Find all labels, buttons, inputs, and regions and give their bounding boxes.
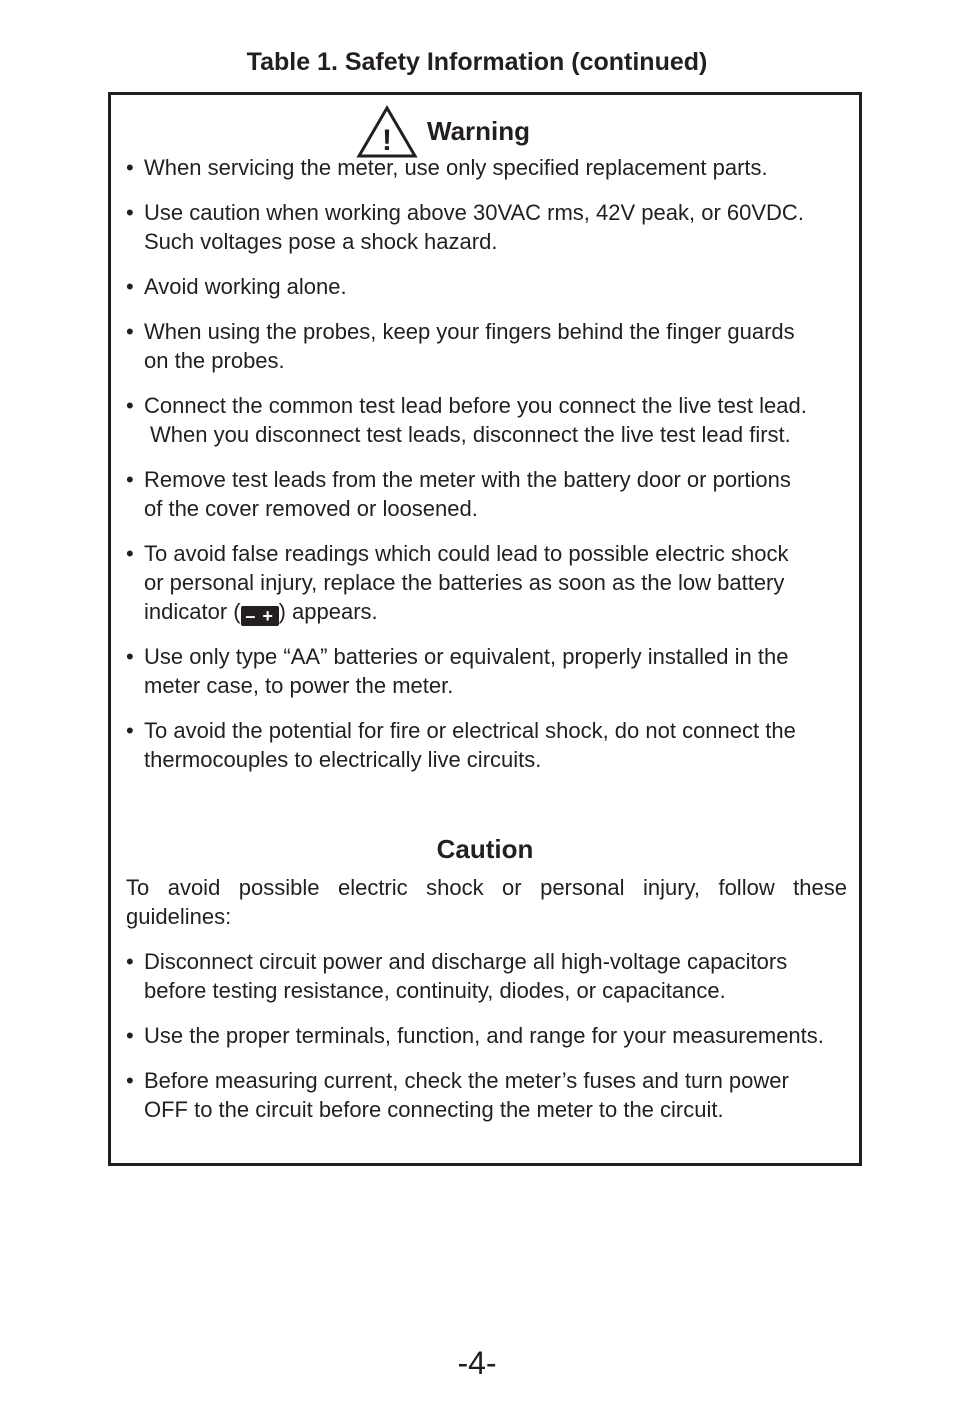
item-line: of the cover removed or loosened. [144, 496, 478, 521]
bullet: • [126, 949, 134, 974]
warning-title: Warning [427, 116, 531, 146]
bullet: • [126, 274, 134, 299]
bullet: • [126, 718, 134, 743]
warning-triangle-icon [356, 105, 418, 159]
warning-header [111, 105, 859, 157]
list-item [126, 272, 847, 301]
bullet: • [126, 644, 134, 669]
item-line: Connect the common test lead before you connect the live test lead. [144, 393, 807, 418]
item-line: before testing resistance, continuity, diodes, or capacitance. [144, 978, 726, 1003]
bullet: • [126, 541, 134, 566]
item-line: OFF to the circuit before connecting the meter to the circuit. [144, 1097, 724, 1122]
caution-intro: To avoid possible electric shock or personal injury, follow these guidelines: [126, 875, 847, 929]
bullet: • [126, 1068, 134, 1093]
list-item [126, 317, 847, 375]
bullet: • [126, 467, 134, 492]
bullet: • [126, 1023, 134, 1048]
item-line: Use only type “AA” batteries or equivalent, properly installed in the [144, 644, 789, 669]
item-line: When servicing the meter, use only specified replacement parts. [144, 155, 768, 180]
bullet: • [126, 200, 134, 225]
item-line: To avoid the potential for fire or electrical shock, do not connect the [144, 718, 796, 743]
list-item [126, 642, 847, 700]
item-line: Use caution when working above 30VAC rms, 42V peak, or 60VDC. [144, 200, 804, 225]
list-item [126, 153, 847, 182]
item-line [144, 597, 847, 626]
item-line: thermocouples to electrically live circuits. [144, 747, 542, 772]
list-item [126, 1021, 847, 1050]
item-line: When you disconnect test leads, disconnect the live test lead first. [150, 422, 791, 447]
list-item [126, 539, 847, 626]
safety-info-box [108, 92, 862, 1166]
item-line: Disconnect circuit power and discharge all high-voltage capacitors [144, 949, 788, 974]
item-line: Before measuring current, check the meter’s fuses and turn power [144, 1068, 789, 1093]
item-line: When using the probes, keep your fingers behind the finger guards [144, 319, 795, 344]
item-line: meter case, to power the meter. [144, 673, 454, 698]
item-line: Remove test leads from the meter with the battery door or portions [144, 467, 791, 492]
bullet: • [126, 393, 134, 418]
item-text: Use the proper terminals, function, and range for your measurements. [144, 1023, 824, 1048]
table-title: Table 1. Safety Information (continued) [246, 48, 708, 76]
list-item [126, 716, 847, 774]
page-number: -4- [457, 1345, 497, 1381]
caution-list [126, 947, 847, 1140]
appears-text: ) appears. [278, 599, 378, 624]
list-item [126, 198, 847, 256]
indicator-text: indicator ( [144, 599, 241, 624]
warning-icon-glyph: ! [382, 124, 392, 157]
item-line: To avoid false readings which could lead to possible electric shock [144, 541, 789, 566]
list-item [126, 1066, 847, 1124]
bullet: • [126, 155, 134, 180]
item-line: on the probes. [144, 348, 285, 373]
item-line: Such voltages pose a shock hazard. [144, 229, 498, 254]
list-item [126, 465, 847, 523]
battery-icon: – + [241, 606, 279, 626]
item-line: or personal injury, replace the batteries as soon as the low battery [144, 570, 785, 595]
list-item [126, 391, 847, 449]
caution-title: Caution [436, 834, 534, 864]
list-item [126, 947, 847, 1005]
bullet: • [126, 319, 134, 344]
item-line: Avoid working alone. [144, 274, 347, 299]
warning-list [126, 153, 847, 790]
